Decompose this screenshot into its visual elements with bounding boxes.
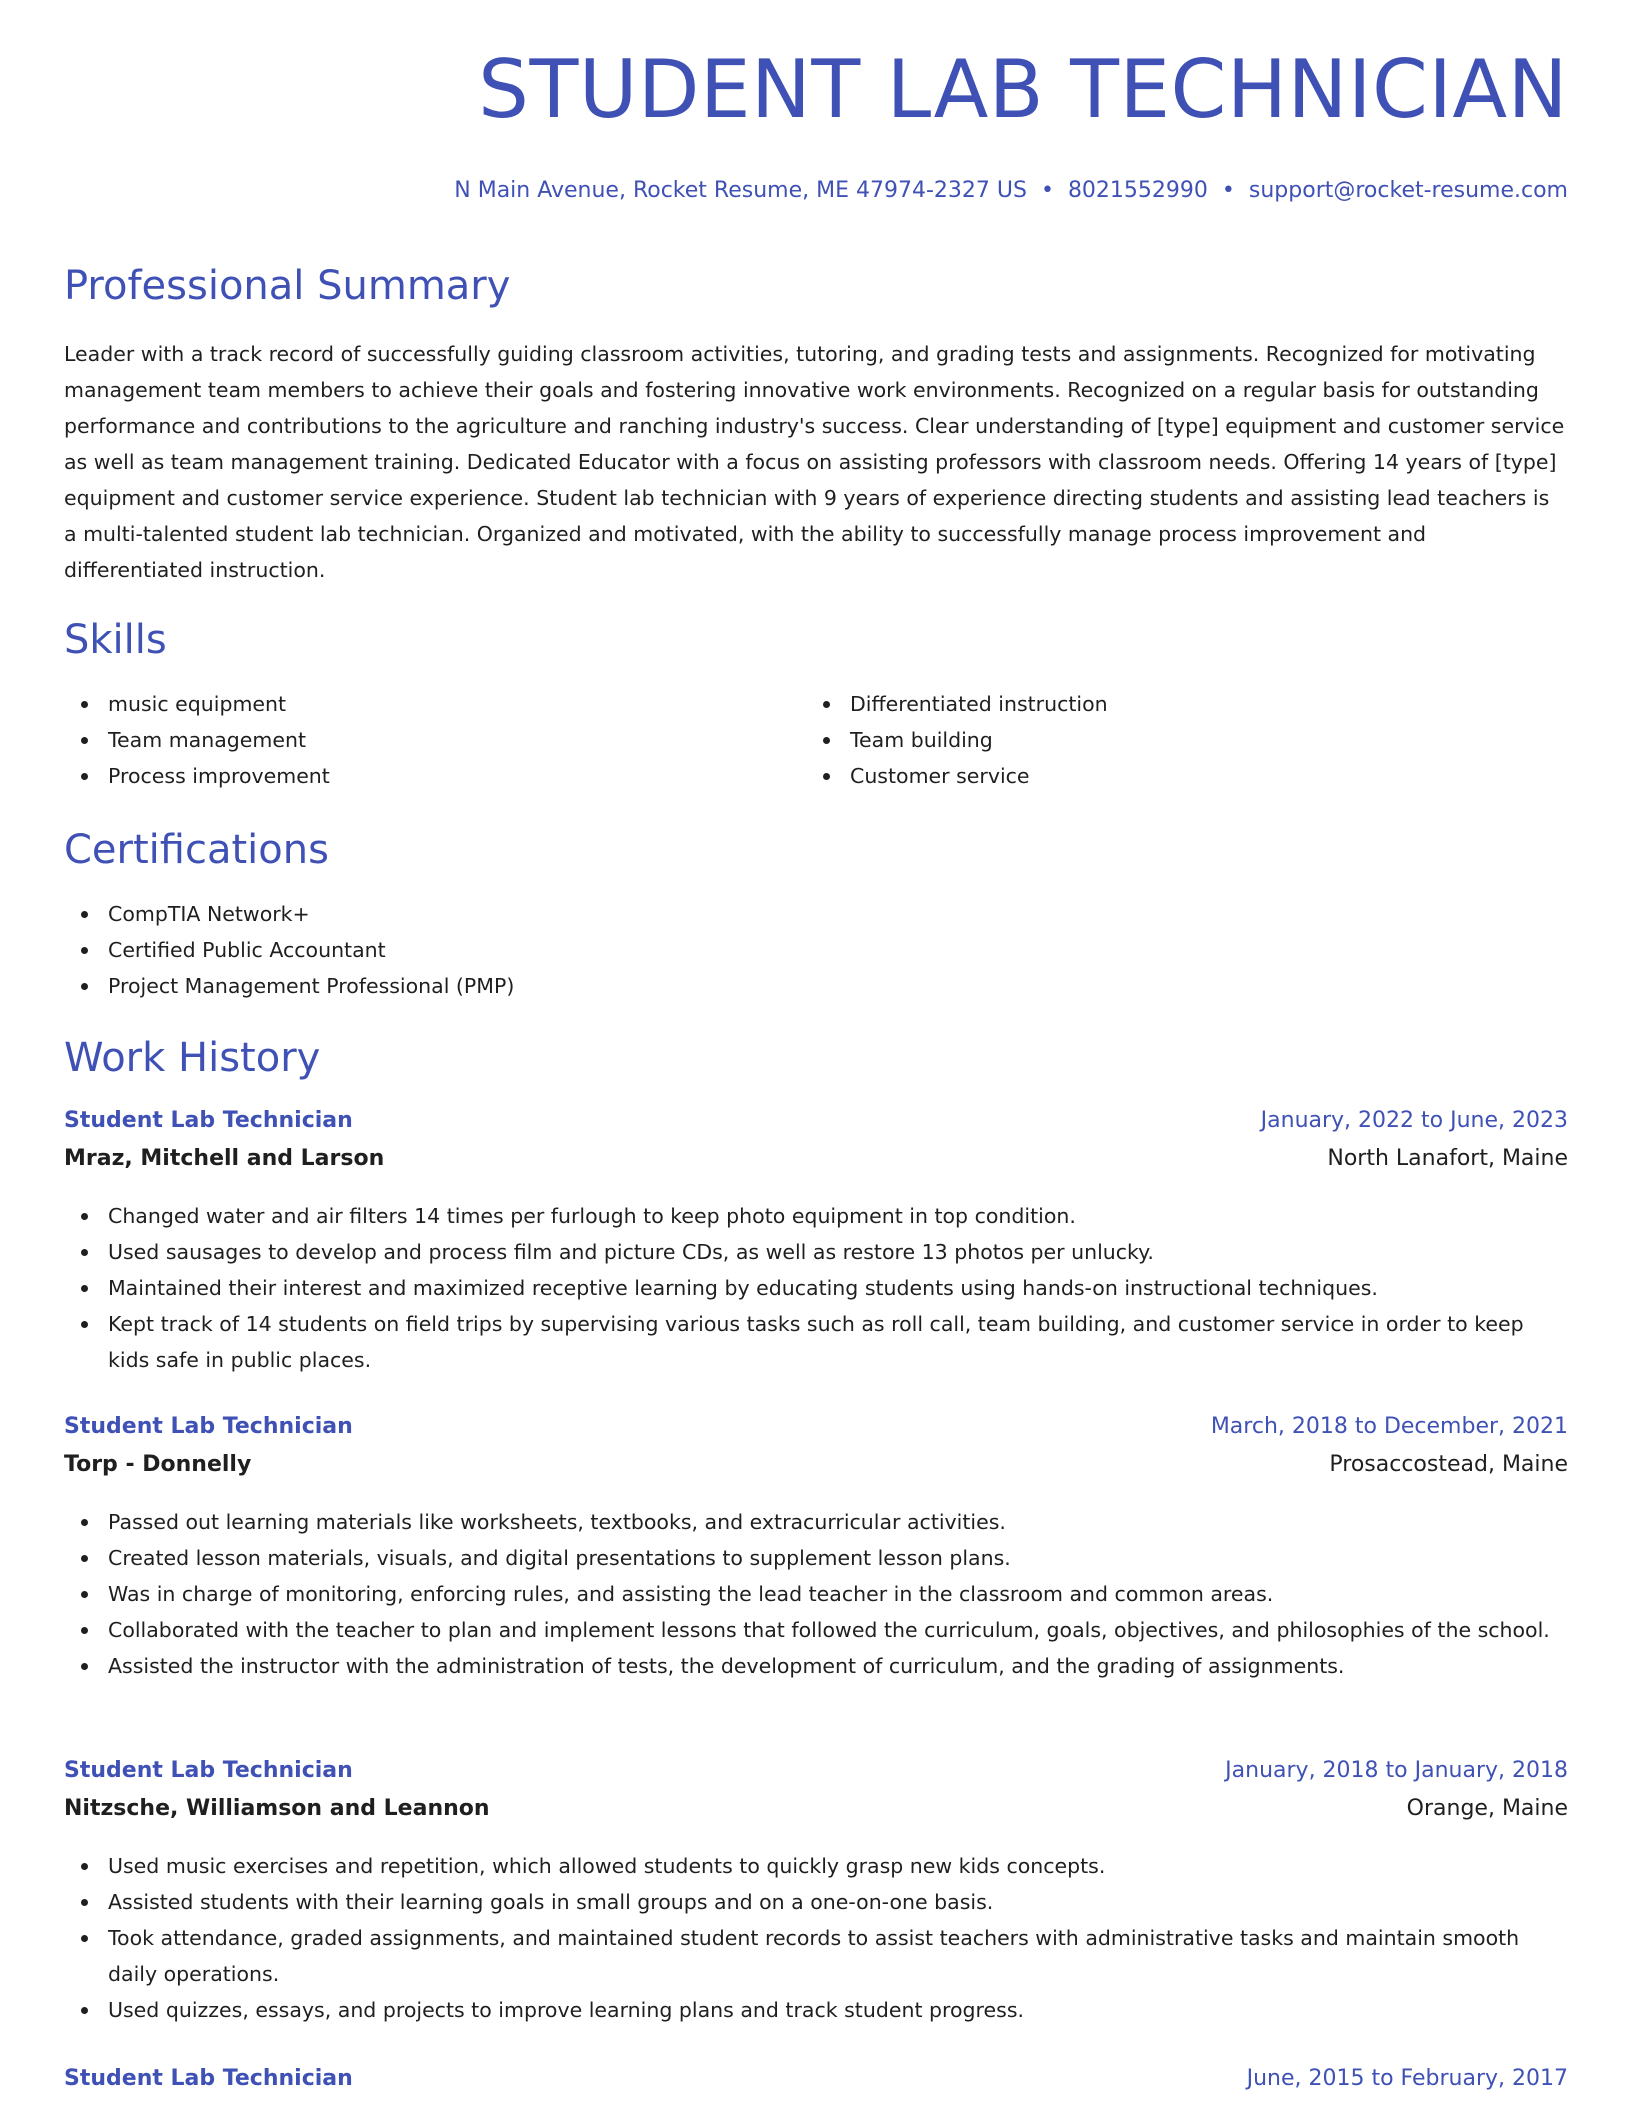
job-title: Student Lab Technician bbox=[64, 1758, 353, 1783]
job-entry bbox=[64, 1108, 1568, 1378]
skills-left-column bbox=[64, 686, 764, 794]
job-bullet: Assisted students with their learning goals in small groups and on a one-on-one basis. bbox=[64, 1884, 1568, 1920]
skill-item: Process improvement bbox=[64, 758, 764, 794]
contact-separator: • bbox=[1221, 178, 1235, 203]
address: N Main Avenue, Rocket Resume, ME 47974-2327 US bbox=[454, 178, 1027, 203]
job-bullet: Collaborated with the teacher to plan and implement lessons that followed the curriculum, goals, objectives, and philosophies of the school. bbox=[64, 1612, 1568, 1648]
contact-separator: • bbox=[1040, 178, 1054, 203]
resume-title: STUDENT LAB TECHNICIAN bbox=[478, 43, 1568, 136]
job-bullet: Used sausages to develop and process film and picture CDs, as well as restore 13 photos per unlucky. bbox=[64, 1234, 1568, 1270]
skill-item: Customer service bbox=[806, 758, 1506, 794]
summary-text: Leader with a track record of successfully guiding classroom activities, tutoring, and grading tests and assignments. Recognized for motivating management team members to achieve their goals and fostering innovative work environments. Recognized on a regular basis for outstanding performance and contributions to the agriculture and ranching industry's success. Clear understanding of [type] equipment and customer service as well as team management training. Dedicated Educator with a focus on assisting professors with classroom needs. Offering 14 years of [type] equipment and customer service experience. Student lab technician with 9 years of experience directing students and assisting lead teachers is a multi-talented student lab technician. Organized and motivated, with the ability to successfully manage process improvement and differentiated instruction. bbox=[64, 342, 1565, 582]
skills-right-column bbox=[806, 686, 1506, 794]
email: support@rocket-resume.com bbox=[1248, 178, 1568, 203]
certifications-block bbox=[64, 896, 1568, 1004]
job-title: Student Lab Technician bbox=[64, 1108, 353, 1133]
job-location: Prosaccostead, Maine bbox=[1329, 1452, 1568, 1477]
job-bullets bbox=[64, 1848, 1568, 2028]
job-bullet: Assisted the instructor with the administration of tests, the development of curriculum, and the grading of assignments. bbox=[64, 1648, 1568, 1684]
job-location: Orange, Maine bbox=[1406, 1796, 1568, 1821]
job-dates: June, 2015 to February, 2017 bbox=[1246, 2066, 1568, 2091]
phone: 8021552990 bbox=[1067, 178, 1208, 203]
skills-heading: Skills bbox=[64, 617, 167, 663]
job-company: Nitzsche, Williamson and Leannon bbox=[64, 1796, 490, 1821]
skills-right-list bbox=[806, 686, 1506, 794]
job-title: Student Lab Technician bbox=[64, 1414, 353, 1439]
skill-item: Team management bbox=[64, 722, 764, 758]
job-entry bbox=[64, 1414, 1568, 1684]
summary-heading: Professional Summary bbox=[64, 263, 511, 309]
job-dates: January, 2018 to January, 2018 bbox=[1225, 1758, 1568, 1783]
job-dates: March, 2018 to December, 2021 bbox=[1210, 1414, 1568, 1439]
job-bullet: Passed out learning materials like worksheets, textbooks, and extracurricular activities. bbox=[64, 1504, 1568, 1540]
job-bullet: Kept track of 14 students on field trips by supervising various tasks such as roll call, team building, and customer service in order to keep kids safe in public places. bbox=[64, 1306, 1568, 1378]
certifications-list bbox=[64, 896, 1568, 1004]
job-dates: January, 2022 to June, 2023 bbox=[1260, 1108, 1568, 1133]
job-bullets bbox=[64, 1198, 1568, 1378]
job-bullet: Took attendance, graded assignments, and maintained student records to assist teachers with administrative tasks and maintain smooth daily operations. bbox=[64, 1920, 1568, 1992]
job-company: Mraz, Mitchell and Larson bbox=[64, 1146, 385, 1171]
skills-left-list bbox=[64, 686, 764, 794]
work-history-heading: Work History bbox=[64, 1035, 321, 1081]
skill-item: Team building bbox=[806, 722, 1506, 758]
job-bullet: Maintained their interest and maximized receptive learning by educating students using hands-on instructional techniques. bbox=[64, 1270, 1568, 1306]
job-entry bbox=[64, 2066, 1568, 2104]
job-entry bbox=[64, 1758, 1568, 2028]
job-bullets bbox=[64, 1504, 1568, 1684]
job-bullet: Was in charge of monitoring, enforcing rules, and assisting the lead teacher in the classroom and common areas. bbox=[64, 1576, 1568, 1612]
job-bullet: Used music exercises and repetition, which allowed students to quickly grasp new kids concepts. bbox=[64, 1848, 1568, 1884]
job-bullet: Used quizzes, essays, and projects to improve learning plans and track student progress. bbox=[64, 1992, 1568, 2028]
certification-item: CompTIA Network+ bbox=[64, 896, 1568, 932]
certifications-heading: Certifications bbox=[64, 827, 329, 873]
job-bullet: Changed water and air filters 14 times per furlough to keep photo equipment in top condition. bbox=[64, 1198, 1568, 1234]
certification-item: Certified Public Accountant bbox=[64, 932, 1568, 968]
contact-line bbox=[454, 180, 1568, 202]
skill-item: music equipment bbox=[64, 686, 764, 722]
job-company: Torp - Donnelly bbox=[64, 1452, 252, 1477]
job-location: North Lanafort, Maine bbox=[1327, 1146, 1568, 1171]
job-title: Student Lab Technician bbox=[64, 2066, 353, 2091]
certification-item: Project Management Professional (PMP) bbox=[64, 968, 1568, 1004]
job-bullet: Created lesson materials, visuals, and digital presentations to supplement lesson plans. bbox=[64, 1540, 1568, 1576]
skill-item: Differentiated instruction bbox=[806, 686, 1506, 722]
